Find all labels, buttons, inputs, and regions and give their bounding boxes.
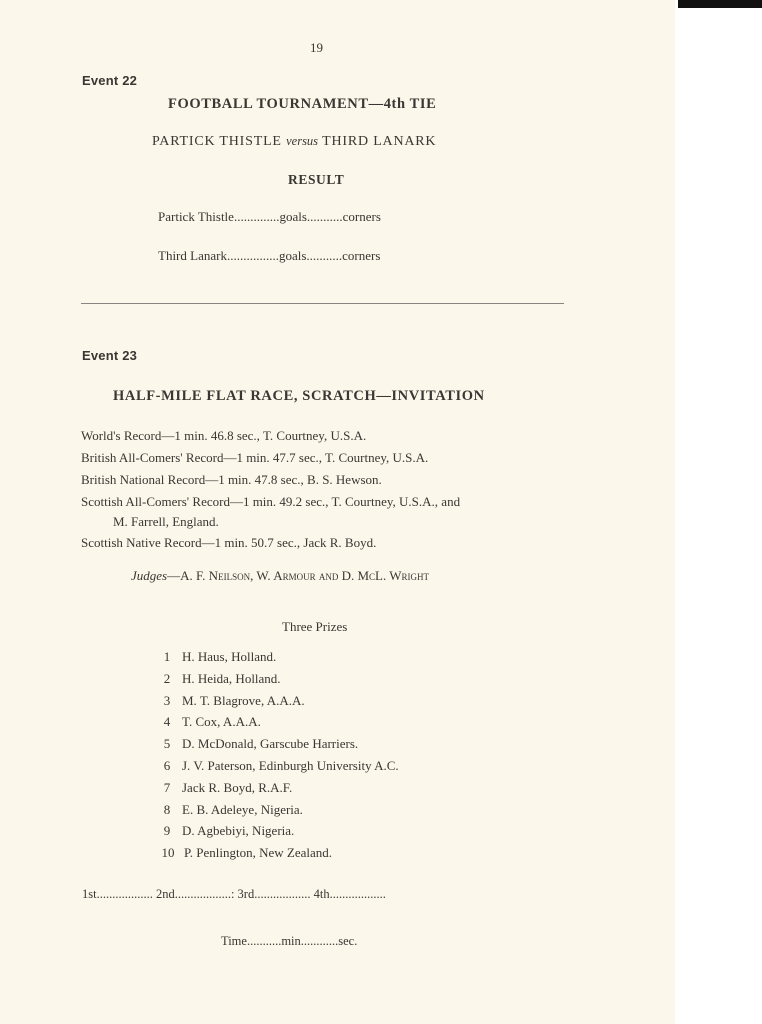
record-british-all-comers: British All-Comers' Record—1 min. 47.7 sec., T. Courtney, U.S.A. xyxy=(81,450,429,465)
event-23-label: Event 23 xyxy=(82,348,138,363)
list-item xyxy=(152,845,399,867)
result-line-partick-thistle: Partick Thistle..............goals...........corners xyxy=(158,209,381,224)
list-item xyxy=(152,823,399,845)
record-british-national: British National Record—1 min. 47.8 sec., B. S. Hewson. xyxy=(81,472,382,487)
placings-line: 1st.................. 2nd..................: 3rd.................. 4th.................. xyxy=(82,887,386,901)
page-number: 19 xyxy=(310,40,323,55)
team-a: PARTICK THISTLE xyxy=(152,134,282,149)
entrant-list xyxy=(152,649,399,867)
event-22-label: Event 22 xyxy=(82,73,138,88)
entrant-number: 2 xyxy=(163,670,171,686)
section-divider xyxy=(81,303,564,304)
entrant-number: 3 xyxy=(163,692,171,708)
result-line-third-lanark: Third Lanark................goals...........corners xyxy=(158,248,381,263)
entrant-number: 7 xyxy=(163,779,171,795)
time-line: Time...........min............sec. xyxy=(221,934,358,948)
list-item xyxy=(152,780,399,802)
record-scottish-all-comers-continued: M. Farrell, England. xyxy=(113,514,219,529)
prizes-title: Three Prizes xyxy=(282,619,348,634)
judges-names: A. F. Neilson, W. Armour and D. McL. Wright xyxy=(180,568,430,583)
entrant-name: H. Haus, Holland. xyxy=(182,649,277,664)
entrant-number: 9 xyxy=(163,823,171,839)
entrant-name: T. Cox, A.A.A. xyxy=(182,714,261,730)
match-line xyxy=(152,134,436,150)
event-23-title: HALF-MILE FLAT RACE, SCRATCH—INVITATION xyxy=(113,388,485,404)
entrant-name: P. Penlington, New Zealand. xyxy=(184,845,333,861)
record-world: World's Record—1 min. 46.8 sec., T. Courtney, U.S.A. xyxy=(81,428,367,443)
entrant-number: 8 xyxy=(163,801,171,817)
entrant-number: 4 xyxy=(163,714,171,730)
entrant-number: 6 xyxy=(163,757,171,773)
entrant-name: D. Agbebiyi, Nigeria. xyxy=(182,823,295,839)
entrant-number: 5 xyxy=(163,736,171,752)
list-item xyxy=(152,714,399,736)
record-scottish-native: Scottish Native Record—1 min. 50.7 sec., Jack R. Boyd. xyxy=(81,535,377,550)
result-heading: RESULT xyxy=(288,172,345,187)
entrant-name: M. T. Blagrove, A.A.A. xyxy=(182,692,305,708)
judges-line xyxy=(131,568,429,584)
team-b: THIRD LANARK xyxy=(322,134,437,149)
entrant-number: 10 xyxy=(161,845,175,861)
entrant-name: Jack R. Boyd, R.A.F. xyxy=(182,779,293,795)
entrant-name: D. McDonald, Garscube Harriers. xyxy=(182,736,359,752)
event-22-title: FOOTBALL TOURNAMENT—4th TIE xyxy=(168,96,437,112)
entrant-name: E. B. Adeleye, Nigeria. xyxy=(182,801,303,817)
list-item xyxy=(152,758,399,780)
entrant-name: J. V. Paterson, Edinburgh University A.C. xyxy=(182,757,399,773)
list-item xyxy=(152,736,399,758)
record-scottish-all-comers: Scottish All-Comers' Record—1 min. 49.2 sec., T. Courtney, U.S.A., and xyxy=(81,494,461,509)
list-item xyxy=(152,649,399,671)
list-item xyxy=(152,671,399,693)
judges-dash: — xyxy=(167,568,181,583)
list-item xyxy=(152,802,399,824)
list-item xyxy=(152,693,399,715)
scan-edge-mark xyxy=(678,0,762,8)
entrant-name: H. Heida, Holland. xyxy=(182,670,281,686)
versus-word: versus xyxy=(286,134,319,148)
judges-label: Judges xyxy=(131,568,168,583)
entrant-number: 1 xyxy=(163,649,171,664)
